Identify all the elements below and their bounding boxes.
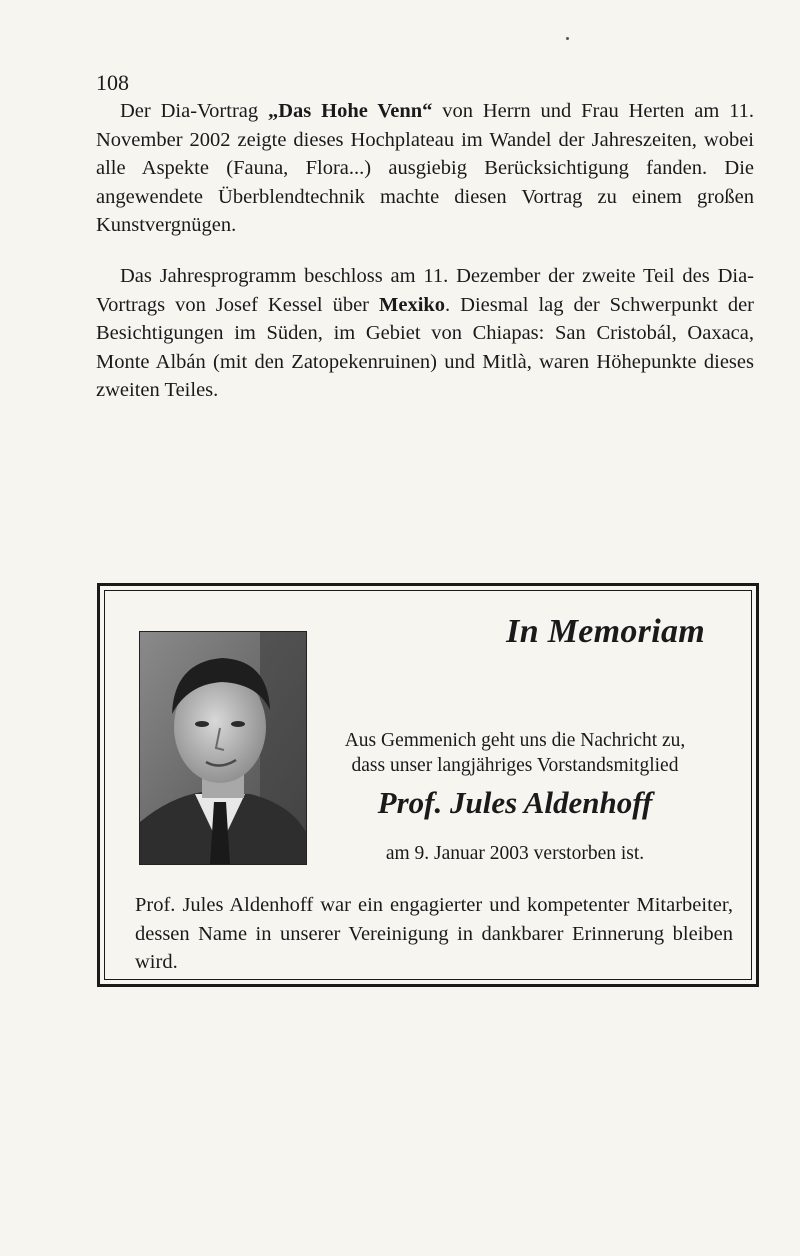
portrait-photo [139,631,307,865]
talk-title-bold: „Das Hohe Venn“ [268,100,433,122]
page-number: 108 [96,70,129,95]
notice-line-2: dass unser langjähriges Vorstandsmitglied [351,755,679,776]
paragraph-text: Das Jahresprogramm beschloss am 11. Dezember der zweite Teil des Dia-Vortrags von Josef Kessel über [96,265,754,316]
paper-speck [566,37,569,40]
portrait-illustration [140,632,306,864]
in-memoriam-inner-border [104,590,752,980]
in-memoriam-heading: In Memoriam [506,613,705,650]
paragraph-text: Der Dia-Vortrag [120,100,268,122]
paragraph-text: von Herrn und Frau Herten am 11. November 2002 zeigte dieses Hochplateau im Wandel der Jahreszeiten, wobei alle Aspekte (Fauna, Flora...) ausgiebig Berücksichtigung fanden. Die angewendete Überblendtechnik machte diesen Vortrag zu einem großen Kunstvergnügen. [96,100,754,236]
notice-line-1: Aus Gemmenich geht uns die Nachricht zu, [344,730,686,751]
in-memoriam-box [97,583,759,987]
paragraph-dia-vortrag-hohes-venn [96,97,754,240]
memoriam-closing-paragraph: Prof. Jules Aldenhoff war ein engagierter und kompetenter Mitarbeiter, dessen Name in unserer Vereinigung in dankbarer Erinnerung bleiben wird. [135,894,733,973]
paragraph-dia-vortrag-mexiko [96,262,754,405]
deceased-name: Prof. Jules Aldenhoff [377,785,653,820]
notice-line-3: am 9. Januar 2003 verstorben ist. [385,843,645,864]
paragraph-text: . Diesmal lag der Schwerpunkt der Besichtigungen im Süden, im Gebiet von Chiapas: San Cristobál, Oaxaca, Monte Albán (mit den Zatopekenruinen) und Mitlà, waren Höhepunkte dieses zweiten Teiles. [96,293,754,401]
talk-title-bold: Mexiko [379,293,446,316]
